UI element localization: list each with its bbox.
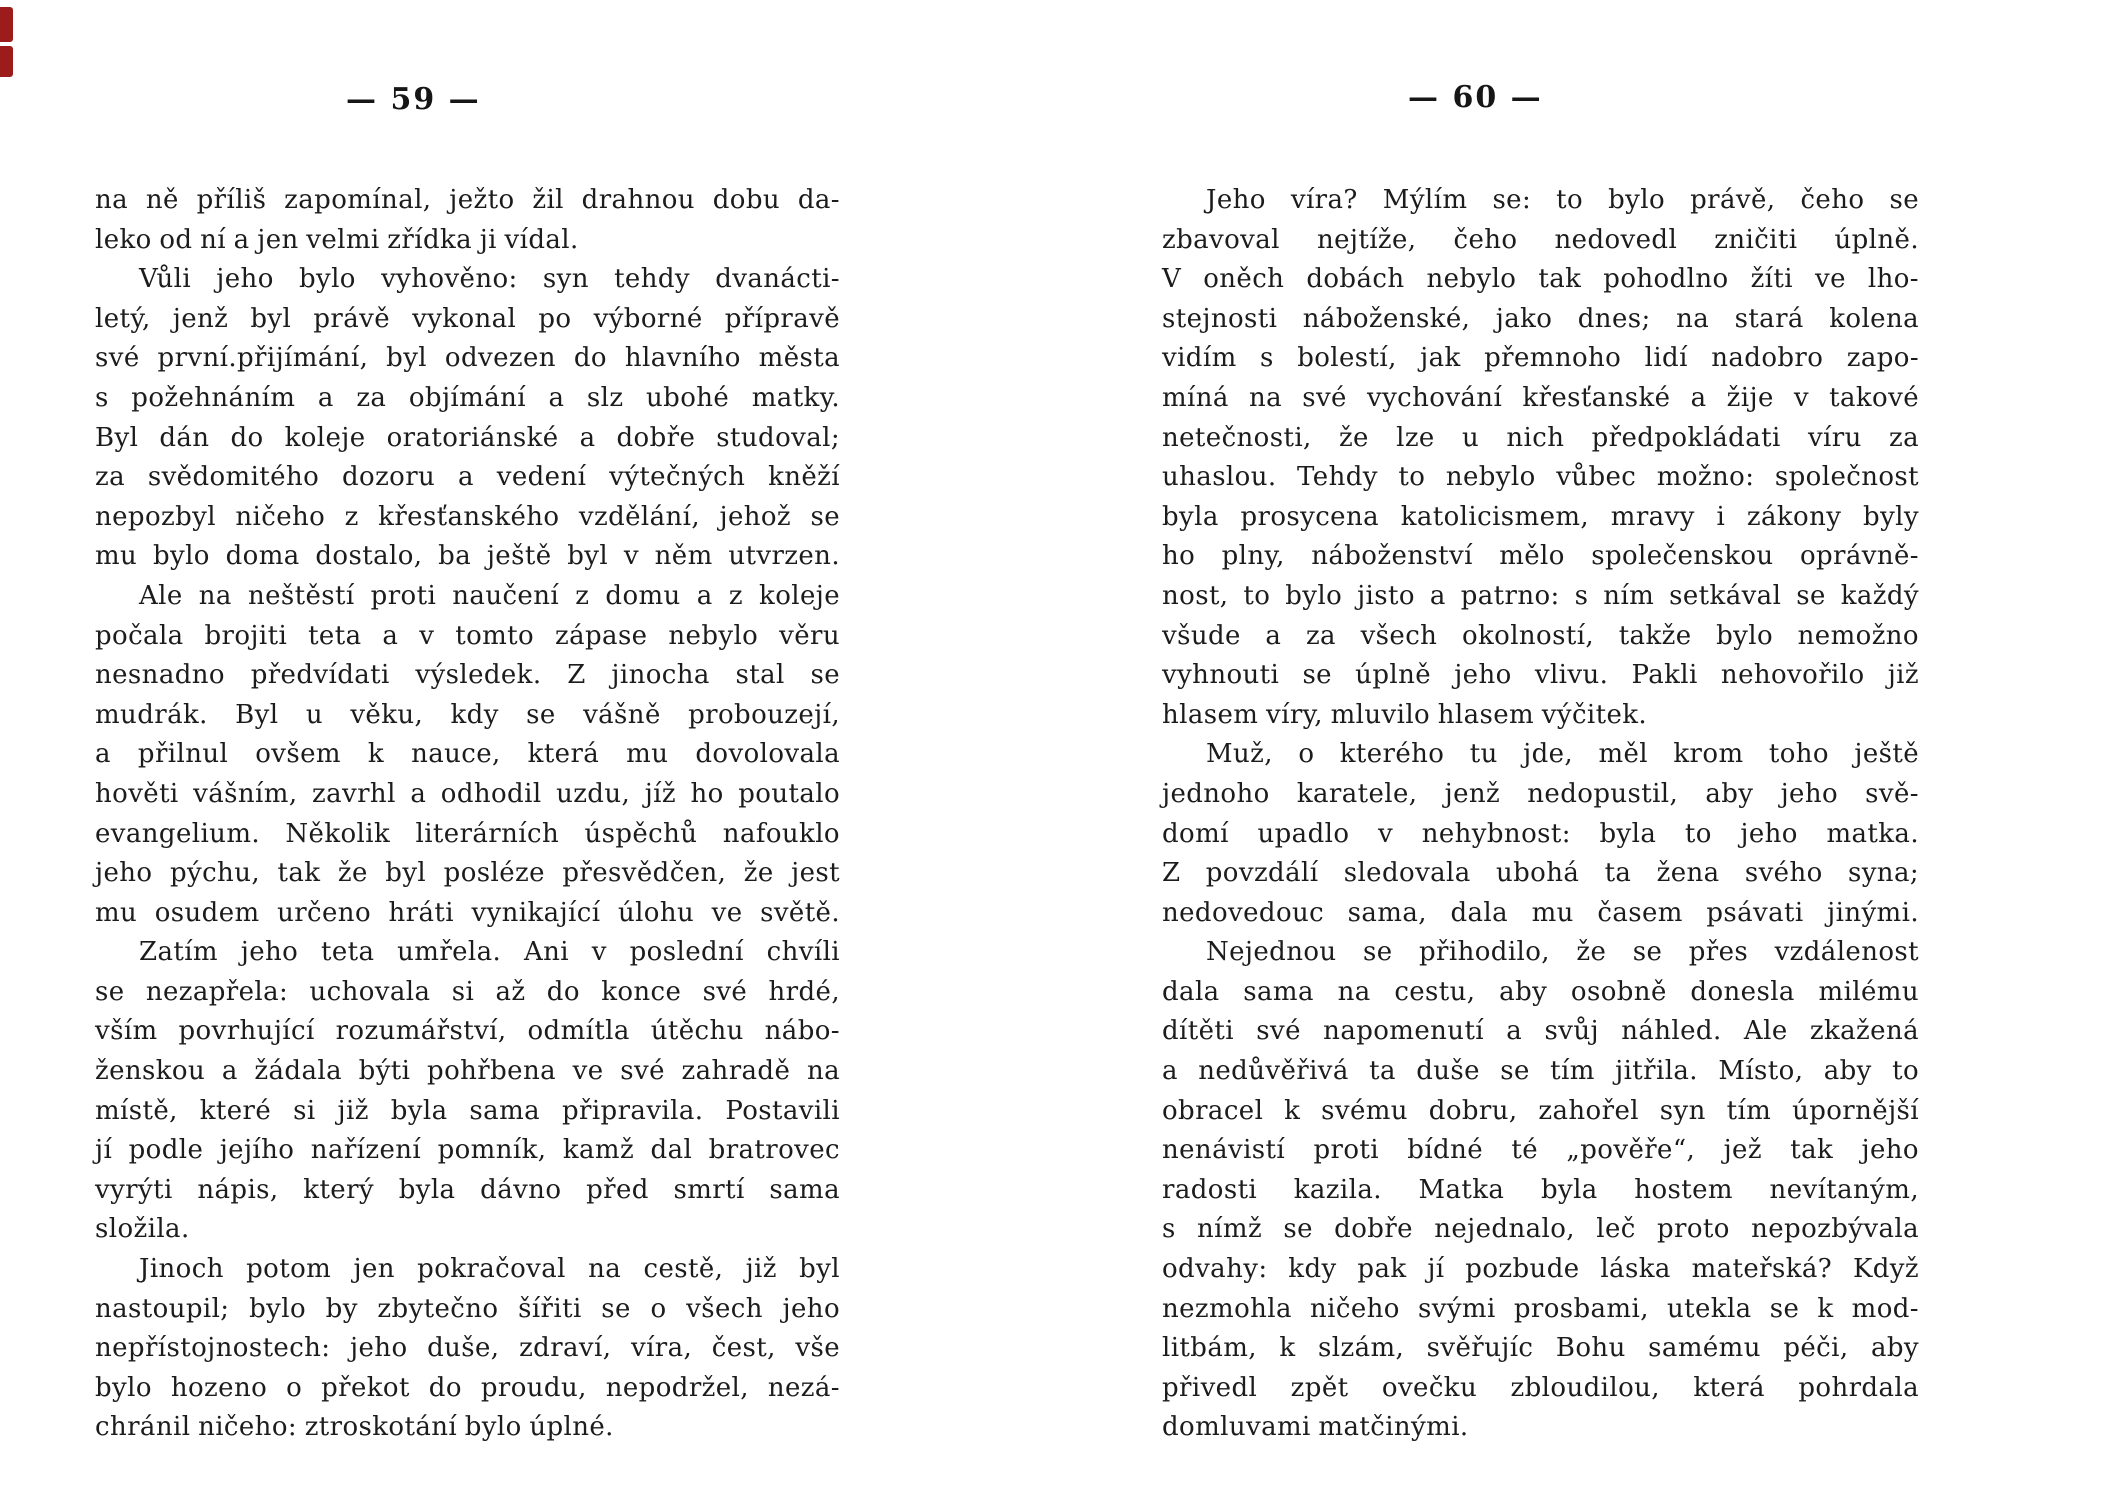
page-number-60: — 60 — [1408, 80, 1543, 115]
text-line: nepřístojnostech: jeho duše, zdraví, víra, čest, vše [95, 1333, 840, 1364]
text-line: byla prosycena katolicismem, mravy i zákony byly [1162, 501, 1919, 532]
text-line: uhaslou. Tehdy to nebylo vůbec možno: společnost [1162, 462, 1919, 493]
text-line: a přilnul ovšem k nauce, která mu dovolovala [95, 739, 840, 770]
text-line: litbám, k slzám, svěřujíc Bohu samému péči, aby [1162, 1333, 1919, 1364]
text-line: nezmohla ničeho svými prosbami, utekla se k mod- [1162, 1293, 1919, 1324]
text-line: místě, které si již byla sama připravila. Postavili [95, 1095, 840, 1126]
text-line: hlasem víry, mluvilo hlasem výčitek. [1162, 699, 1648, 730]
text-line: nastoupil; bylo by zbytečno šířiti se o všech jeho [95, 1293, 840, 1324]
text-line: všude a za všech okolností, takže bylo nemožno [1162, 620, 1919, 651]
text-line: chránil ničeho: ztroskotání bylo úplné. [95, 1412, 614, 1443]
text-line: V oněch dobách nebylo tak pohodlno žíti ve lho- [1162, 264, 1919, 295]
text-line: počala brojiti teta a v tomto zápase nebylo věru [95, 620, 840, 651]
text-line: Ale na neštěstí proti naučení z domu a z koleje [139, 580, 840, 611]
text-line: na ně příliš zapomínal, ježto žil drahnou dobu da- [95, 185, 840, 215]
text-line: dítěti své napomenutí a svůj náhled. Ale zkažená [1162, 1016, 1919, 1047]
text-line: se nezapřela: uchovala si až do konce své hrdé, [95, 976, 840, 1007]
text-line: vyrýti nápis, který byla dávno před smrtí sama [95, 1174, 840, 1205]
text-line: složila. [95, 1214, 190, 1245]
text-line: s požehnáním a za objímání a slz ubohé matky. [95, 382, 840, 413]
page-59-text-column [95, 181, 840, 1448]
text-line: domí upadlo v nehybnost: byla to jeho matka. [1162, 818, 1919, 849]
text-line: Jinoch potom jen pokračoval na cestě, již byl [139, 1254, 840, 1285]
text-line: netečnosti, že lze u nich předpokládati víru za [1162, 422, 1919, 453]
text-line: radosti kazila. Matka byla hostem nevítaným, [1162, 1174, 1919, 1205]
text-line: mu osudem určeno hráti vynikající úlohu ve světě. [95, 897, 840, 928]
page-number-59: — 59 — [346, 82, 481, 117]
text-line: s nímž se dobře nejednalo, leč proto nepozbývala [1162, 1214, 1919, 1245]
text-line: za svědomitého dozoru a vedení výtečných kněží [95, 462, 840, 493]
text-line: leko od ní a jen velmi zřídka ji vídal. [95, 224, 579, 255]
text-line: nesnadno předvídati výsledek. Z jinocha stal se [95, 660, 840, 691]
red-ink-edge-mark [0, 7, 13, 42]
text-line: vidím s bolestí, jak přemnoho lidí nadobro zapo- [1162, 343, 1919, 374]
text-line: nepozbyl ničeho z křesťanského vzdělání, jehož se [95, 501, 840, 532]
text-line: evangelium. Několik literárních úspěchů nafouklo [95, 818, 840, 849]
text-line: Nejednou se přihodilo, že se přes vzdálenost [1206, 937, 1919, 968]
text-line: zbavoval nejtíže, čeho nedovedl zničiti úplně. [1162, 224, 1919, 255]
text-line: Byl dán do koleje oratoriánské a dobře studoval; [95, 422, 840, 453]
text-line: mudrák. Byl u věku, kdy se vášně probouzejí, [95, 699, 840, 730]
page-60-text-column [1162, 181, 1919, 1448]
text-line: ho plny, náboženství mělo společenskou oprávně- [1162, 541, 1919, 572]
text-line: nost, to bylo jisto a patrno: s ním setkával se každý [1162, 580, 1919, 611]
text-line: nedovedouc sama, dala mu časem psávati jinými. [1162, 897, 1919, 928]
text-line: Vůli jeho bylo vyhověno: syn tehdy dvanácti- [139, 264, 840, 295]
text-line: Z povzdálí sledovala ubohá ta žena svého syna; [1162, 858, 1919, 889]
text-line: domluvami matčinými. [1162, 1412, 1469, 1443]
text-line: ženskou a žádala býti pohřbena ve své zahradě na [95, 1056, 840, 1087]
text-line: Muž, o kterého tu jde, měl krom toho ještě [1206, 739, 1919, 770]
text-line: jednoho karatele, jenž nedopustil, aby jeho svě- [1162, 778, 1919, 809]
text-line: míná na své vychování křesťanské a žije v takové [1162, 382, 1919, 413]
text-line: Zatím jeho teta umřela. Ani v poslední chvíli [139, 937, 840, 968]
text-line: bylo hozeno o překot do proudu, nepodržel, nezá- [95, 1372, 840, 1403]
text-line: stejnosti náboženské, jako dnes; na stará kolena [1162, 303, 1919, 334]
text-line: vším povrhující rozumářství, odmítla útěchu nábo- [95, 1016, 840, 1047]
text-line: odvahy: kdy pak jí pozbude láska mateřská? Když [1162, 1254, 1919, 1285]
text-line: mu bylo doma dostalo, ba ještě byl v něm utvrzen. [95, 541, 840, 572]
text-line: nenávistí proti bídné té „pověře“, jež tak jeho [1162, 1135, 1919, 1166]
text-line: obracel k svému dobru, zahořel syn tím úpornější [1162, 1095, 1919, 1126]
text-line: dala sama na cestu, aby osobně donesla milému [1162, 976, 1919, 1007]
text-line: letý, jenž byl právě vykonal po výborné přípravě [95, 303, 840, 334]
text-line: vyhnouti se úplně jeho vlivu. Pakli nehovořilo již [1162, 660, 1919, 691]
text-line: Jeho víra? Mýlím se: to bylo právě, čeho se [1206, 185, 1919, 215]
red-ink-edge-mark [0, 46, 13, 77]
text-line: přivedl zpět ovečku zbloudilou, která pohrdala [1162, 1372, 1919, 1403]
text-line: jeho pýchu, tak že byl posléze přesvědčen, že jest [95, 858, 840, 889]
text-line: hověti vášním, zavrhl a odhodil uzdu, jíž ho poutalo [95, 778, 840, 809]
text-line: své první.přijímání, byl odvezen do hlavního města [95, 343, 840, 374]
text-line: a nedůvěřivá ta duše se tím jitřila. Místo, aby to [1162, 1056, 1919, 1087]
text-line: jí podle jejího nařízení pomník, kamž dal bratrovec [95, 1135, 840, 1166]
